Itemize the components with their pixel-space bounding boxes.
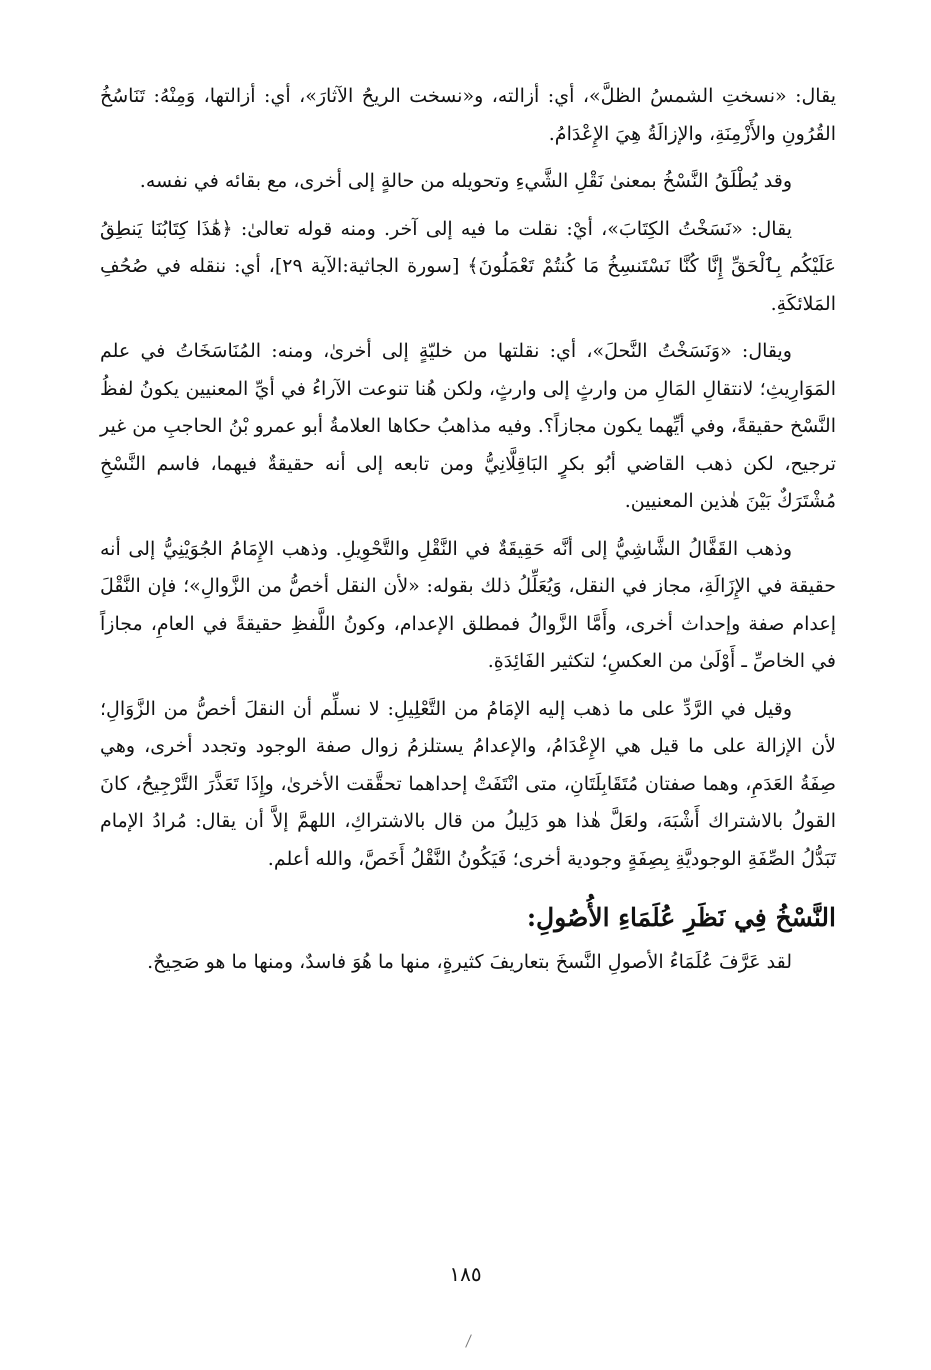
section-heading: النَّسْخُ فِي نَظَرِ عُلَمَاءِ الأُصُولِ:: [526, 903, 836, 932]
paragraph-2: وقد يُطْلَقُ النَّسْخُ بمعنىٰ نَقْلِ الشَّيءِ وتحويله من حالةٍ إلى أخرى، مع بقائه في نفسه.: [139, 170, 792, 192]
paragraph-7: لقد عَرَّفَ عُلَمَاءُ الأصولِ النَّسخَ بتعاريفَ كثيرةٍ، منها ما هُوَ فاسدٌ، ومنها ما هو صَحِيحٌ.: [147, 951, 792, 973]
paragraph-3: يقال: «نَسَخْتُ الكِتَابَ»، أيْ: نقلت ما فيه إلى آخر. ومنه قوله تعالىٰ: ﴿هَٰذَا كِتَابُنَا يَنطِقُ عَلَيْكُم بِٱلْحَقِّ إِنَّا كُنَّا نَسْتَنسِخُ مَا كُنتُمْ تَعْمَلُونَ﴾ [سورة الجاثية:الآية ٢٩]، أي: ننقله في صُحُفِ المَلائكَةِ.: [100, 217, 836, 315]
paragraph-5: وذهب القَفَّالُ الشَّاشِيُّ إلى أنَّه حَقِيقَةٌ في النَّقْلِ والتَّحْوِيلِ. وذهب الإِمَامُ الجُوَيْنِيُّ إلى أنه حقيقة في الإِزَالَةِ، مجاز في النقل، وَيُعَلِّلُ ذلك بقوله: «لأن النقل أخصُّ من الزَّوالِ»؛ فإن النَّقْلَ إعدام صفة وإحداث أخرى، وأَمَّا الزَّوالُ فمطلق الإعدام، وكونُ اللَّفظِ حقيقةً في العامِ، مجازاً في الخاصِّ ـ أَوْلَىٰ من العكسِ؛ لتكثير الفَائِدَةِ.: [100, 537, 836, 672]
paragraph-6: وقيل في الرَّدِّ على ما ذهب إليه الإمَامُ من التَّعْلِيلِ: لا نسلِّم أن النقلَ أخصُّ من الزَّوَالِ؛ لأن الإزالة على ما قيل هي الإِعْدَامُ، والإعدامُ يستلزمُ زوال صفة الوجود وتجدد أخرى، وهي صِفَةُ العَدَمِ، وهما صفتان مُتَقَابِلَتَانِ، متى انْتَفَتْ إحداهما تحقَّقت الأخرىٰ، وإِذَا تَعَذَّرَ التَّرْجِيحُ، كانَ القولُ بالاشتراك أَشْبَهَ، ولعَلَّ هٰذا هو دَلِيلُ من قال بالاشتراكِ، اللهمَّ إلاَّ أن يقال: مُرادُ الإمام تَبَدُّلُ الصِّفَةِ الوجوديَّةِ بِصِفَةٍ وجودية أخرى؛ فَيَكُونُ النَّقْلُ أَخَصَّ، والله أعلم.: [100, 697, 836, 870]
page-body: [100, 78, 836, 992]
scan-mark: [465, 1334, 472, 1347]
page-number: ١٨٥: [449, 1262, 482, 1286]
paragraph-1: يقال: «نسختِ الشمسُ الظلَّ»، أي: أزالته، و«نسخت الريحُ الآثارَ»، أي: أزالتها، وَمِنْهُ: تَنَاسُخُ القُرُونِ والأَزْمِنَةِ، والإزالَةُ هِيَ الإِعْدَامُ.: [100, 85, 836, 145]
paragraph-4: ويقال: «وَنَسَخْتُ النَّحلَ»، أي: نقلتها من خليّةٍ إلى أخرىٰ، ومنه: المُنَاسَخَاتُ في علم المَوَارِيثِ؛ لانتقالِ المَالِ من وارثٍ إلى وارثٍ، ولكن هُنا تنوعت الآراءُ في أيِّ المعنيين يكونُ لفظُ النَّسْخ حقيقةً، وفي أيِّهما يكون مجازاً؟. وفيه مذاهبُ حكاها العلامةُ أبو عمرو بْنُ الحاجبِ من غير ترجيح، لكن ذهب القاضي أبُو بكرٍ البَاقِلَّانِيُّ ومن تابعه إلى أنه حقيقةٌ فيهما، فاسم النَّسْخِ مُشْتَرَكٌ بَيْنَ هٰذين المعنيين.: [100, 340, 836, 512]
